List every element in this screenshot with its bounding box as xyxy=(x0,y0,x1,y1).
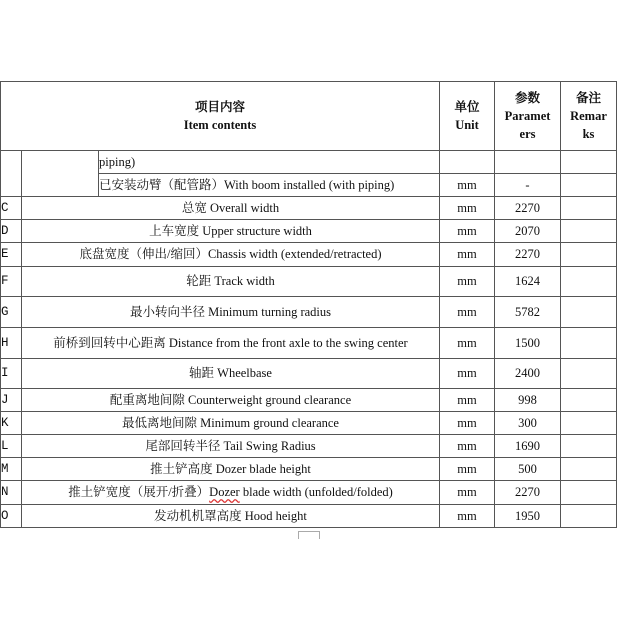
row-unit: mm xyxy=(440,267,495,297)
row-unit: mm xyxy=(440,174,495,197)
row-description-rest: blade width (unfolded/folded) xyxy=(239,485,393,499)
row-unit: mm xyxy=(440,243,495,267)
table-row xyxy=(1,328,617,359)
header-remark-cn: 备注 xyxy=(575,90,601,105)
row-remark xyxy=(561,174,617,197)
header-unit-cn: 单位 xyxy=(454,99,480,114)
row-code: G xyxy=(1,297,22,328)
table-row xyxy=(1,267,617,297)
row-unit: mm xyxy=(440,505,495,528)
row-unit: mm xyxy=(440,389,495,412)
row-code: N xyxy=(1,481,22,505)
row-value: 1624 xyxy=(495,267,561,297)
table-row xyxy=(1,505,617,528)
row-description: 总宽 Overall width xyxy=(22,197,440,220)
row-value: 2270 xyxy=(495,197,561,220)
row-description: 尾部回转半径 Tail Swing Radius xyxy=(22,435,440,458)
row-description: 发动机机罩高度 Hood height xyxy=(22,505,440,528)
header-row xyxy=(1,82,617,151)
row-remark xyxy=(561,389,617,412)
row-description: 配重离地间隙 Counterweight ground clearance xyxy=(22,389,440,412)
row-description: 轮距 Track width xyxy=(22,267,440,297)
row-remark xyxy=(561,435,617,458)
header-unit-en: Unit xyxy=(455,117,479,132)
row-code: D xyxy=(1,220,22,243)
table-row xyxy=(1,151,617,174)
header-unit xyxy=(440,82,495,151)
table-row xyxy=(1,243,617,267)
row-value: - xyxy=(495,174,561,197)
row-unit: mm xyxy=(440,481,495,505)
row-remark xyxy=(561,505,617,528)
spellcheck-word: Dozer xyxy=(209,485,240,499)
table-row xyxy=(1,197,617,220)
row-value: 2270 xyxy=(495,243,561,267)
header-param-cn: 参数 xyxy=(514,90,540,105)
row-remark xyxy=(561,359,617,389)
row-remark xyxy=(561,297,617,328)
row-description: 最低离地间隙 Minimum ground clearance xyxy=(22,412,440,435)
row-remark xyxy=(561,151,617,174)
table-row xyxy=(1,458,617,481)
row-code: J xyxy=(1,389,22,412)
row-value xyxy=(495,151,561,174)
row-unit: mm xyxy=(440,197,495,220)
row-code: L xyxy=(1,435,22,458)
row-unit: mm xyxy=(440,359,495,389)
row-value: 300 xyxy=(495,412,561,435)
row-value: 2070 xyxy=(495,220,561,243)
table-row xyxy=(1,412,617,435)
header-param-en2: ers xyxy=(519,126,536,141)
row-code-cell xyxy=(1,151,22,197)
table-row xyxy=(1,220,617,243)
row-code: E xyxy=(1,243,22,267)
row-remark xyxy=(561,220,617,243)
row-code: C xyxy=(1,197,22,220)
row-remark xyxy=(561,481,617,505)
header-remark-en1: Remar xyxy=(570,108,607,123)
row-value: 1690 xyxy=(495,435,561,458)
header-item-en: Item contents xyxy=(183,117,257,132)
row-value: 2270 xyxy=(495,481,561,505)
row-code: I xyxy=(1,359,22,389)
header-item-contents xyxy=(1,82,440,151)
row-unit: mm xyxy=(440,328,495,359)
row-value: 2400 xyxy=(495,359,561,389)
row-description: 底盘宽度（伸出/缩回）Chassis width (extended/retracted) xyxy=(22,243,440,267)
row-description: 推土铲高度 Dozer blade height xyxy=(22,458,440,481)
row-description: 前桥到回转中心距离 Distance from the front axle to the swing center xyxy=(22,328,440,359)
row-unit: mm xyxy=(440,458,495,481)
header-parameters xyxy=(495,82,561,151)
header-remark-en2: ks xyxy=(582,126,595,141)
table-row xyxy=(1,481,617,505)
row-code: M xyxy=(1,458,22,481)
row-description: 上车宽度 Upper structure width xyxy=(22,220,440,243)
header-item-cn: 项目内容 xyxy=(194,99,245,114)
row-unit: mm xyxy=(440,412,495,435)
row-value: 500 xyxy=(495,458,561,481)
row-code: O xyxy=(1,505,22,528)
row-remark xyxy=(561,243,617,267)
row-description: 最小转向半径 Minimum turning radius xyxy=(22,297,440,328)
table-row xyxy=(1,435,617,458)
row-description: piping) xyxy=(99,151,440,174)
row-unit: mm xyxy=(440,297,495,328)
table-row xyxy=(1,389,617,412)
table-row xyxy=(1,297,617,328)
row-code: K xyxy=(1,412,22,435)
row-unit: mm xyxy=(440,435,495,458)
row-value: 998 xyxy=(495,389,561,412)
row-description: 轴距 Wheelbase xyxy=(22,359,440,389)
row-subgroup-cell xyxy=(22,151,99,197)
row-remark xyxy=(561,458,617,481)
row-description: 已安装动臂（配管路）With boom installed (with piping) xyxy=(99,174,440,197)
row-remark xyxy=(561,267,617,297)
row-remark xyxy=(561,412,617,435)
row-remark xyxy=(561,328,617,359)
row-remark xyxy=(561,197,617,220)
page-break-marker xyxy=(298,531,320,539)
row-value: 1950 xyxy=(495,505,561,528)
row-description-cn: 推土铲宽度（展开/折叠） xyxy=(68,485,210,499)
row-unit xyxy=(440,151,495,174)
row-value: 5782 xyxy=(495,297,561,328)
table-row xyxy=(1,359,617,389)
header-param-en1: Paramet xyxy=(504,108,551,123)
row-value: 1500 xyxy=(495,328,561,359)
row-code: H xyxy=(1,328,22,359)
row-code: F xyxy=(1,267,22,297)
row-unit: mm xyxy=(440,220,495,243)
header-remarks xyxy=(561,82,617,151)
spec-table xyxy=(0,81,617,528)
row-description xyxy=(22,481,440,505)
